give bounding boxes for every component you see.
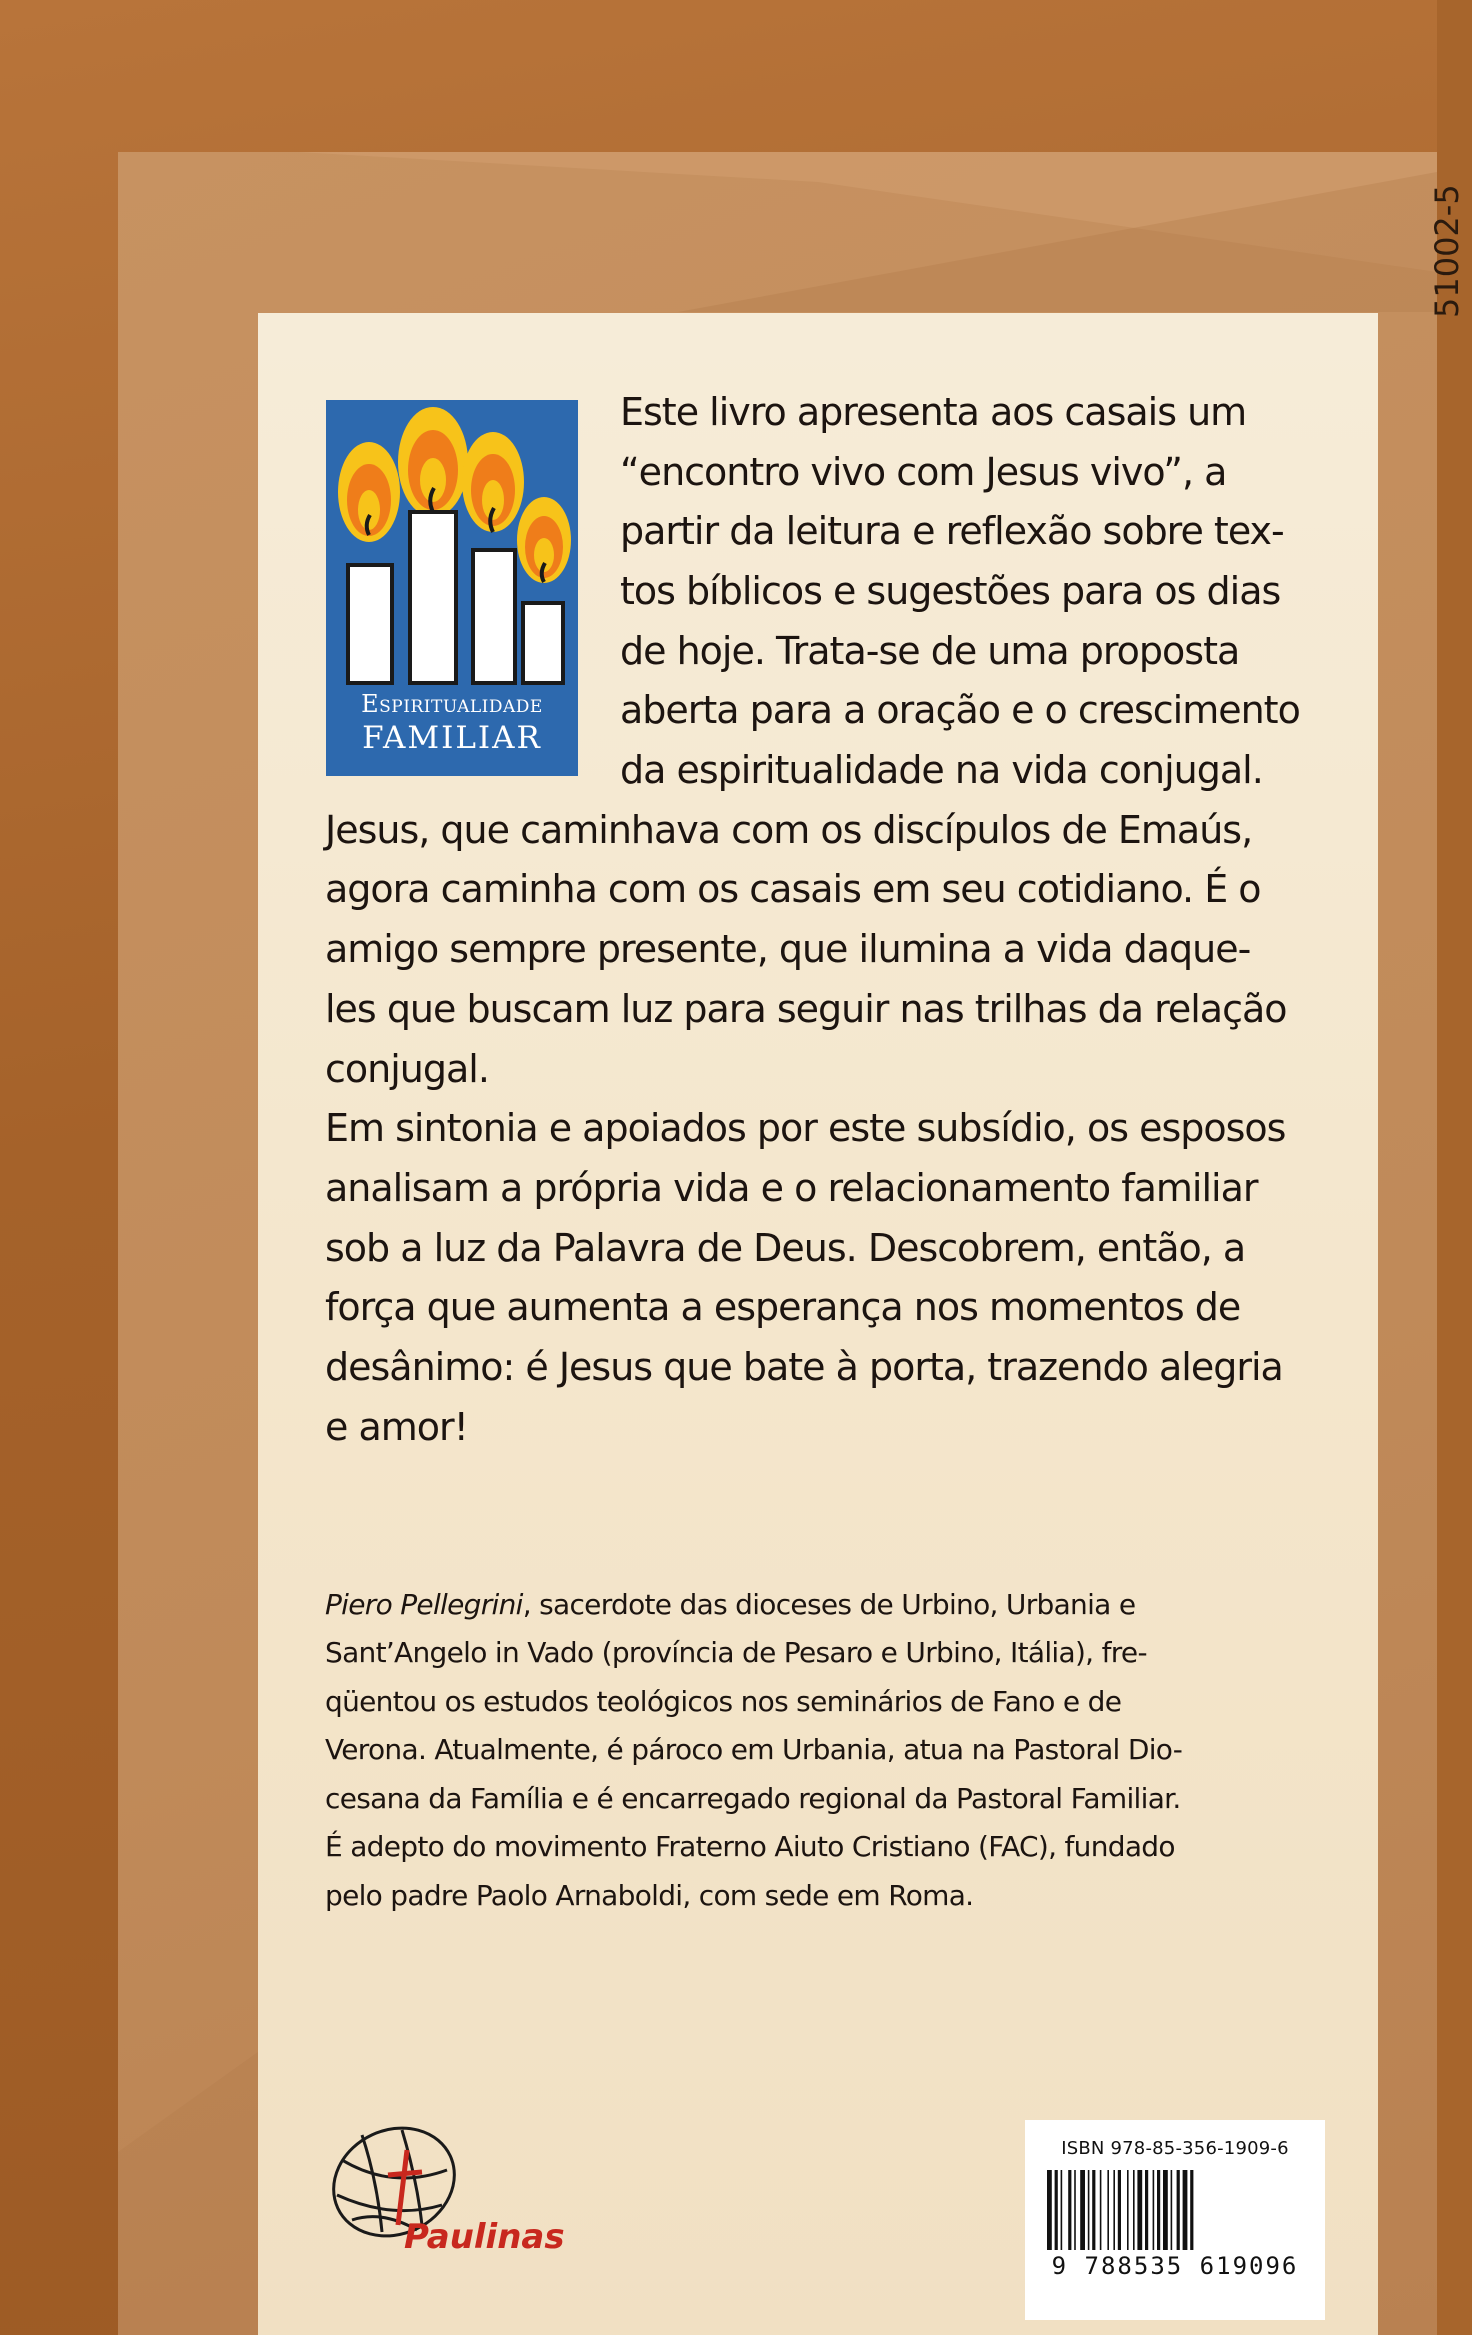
body-text-line: Este livro apresenta aos casais um [620, 390, 1247, 434]
body-text-line: amigo sempre presente, que ilumina a vida daque- [325, 927, 1251, 971]
body-text-line: analisam a própria vida e o relacionamento familiar [325, 1166, 1258, 1210]
body-text-line: agora caminha com os casais em seu cotidiano. É o [325, 867, 1261, 911]
body-text-line: da espiritualidade na vida conjugal. [620, 748, 1263, 792]
body-text-line: conjugal. [325, 1047, 489, 1091]
series-logo-line1: Espiritualidade [361, 690, 543, 718]
author-bio-line: cesana da Família e é encarregado regional da Pastoral Familiar. [325, 1782, 1181, 1815]
author-bio-text: , sacerdote das dioceses de Urbino, Urbania e [522, 1588, 1136, 1621]
body-text-line: de hoje. Trata-se de uma proposta [620, 629, 1240, 673]
body-text-line: partir da leitura e reflexão sobre tex- [620, 509, 1284, 553]
body-text-line: les que buscam luz para seguir nas trilhas da relação [325, 987, 1287, 1031]
author-bio-line: pelo padre Paolo Arnaboldi, com sede em Roma. [325, 1879, 974, 1912]
author-bio-line: qüentou os estudos teológicos nos seminários de Fano e de [325, 1685, 1122, 1718]
body-text-line: “encontro vivo com Jesus vivo”, a [620, 450, 1227, 494]
publisher-logo [322, 2120, 565, 2260]
barcode-icon [1045, 2170, 1305, 2254]
body-text-line: aberta para a oração e o crescimento [620, 688, 1300, 732]
author-bio-line: É adepto do movimento Fraterno Aiuto Cristiano (FAC), fundado [325, 1830, 1175, 1863]
body-text-line: Jesus, que caminhava com os discípulos de Emaús, [325, 808, 1253, 852]
author-bio-line [325, 1587, 1135, 1623]
spine-code [1380, 148, 1466, 328]
author-bio-line: Verona. Atualmente, é pároco em Urbania, atua na Pastoral Dio- [325, 1733, 1183, 1766]
author-bio-line: Sant’Angelo in Vado (província de Pesaro e Urbino, Itália), fre- [325, 1636, 1147, 1669]
isbn-barcode [1025, 2120, 1325, 2320]
body-text-line: desânimo: é Jesus que bate à porta, trazendo alegria [325, 1345, 1283, 1389]
body-text-line: força que aumenta a esperança nos momentos de [325, 1285, 1241, 1329]
body-text-line: Em sintonia e apoiados por este subsídio, os esposos [325, 1106, 1286, 1150]
series-logo-line2: FAMILIAR [362, 720, 542, 756]
barcode-digits: 9 788535 619096 [1051, 2252, 1299, 2280]
body-text-line: sob a luz da Palavra de Deus. Descobrem, então, a [325, 1226, 1246, 1270]
isbn-label: ISBN 978-85-356-1909-6 [1061, 2138, 1289, 2159]
author-name: Piero Pellegrini [325, 1588, 523, 1621]
series-logo [326, 400, 578, 776]
publisher-name: Paulinas [404, 2217, 565, 2257]
body-text-line: tos bíblicos e sugestões para os dias [620, 569, 1281, 613]
spine-code-text: 51002-5 [1428, 184, 1466, 318]
body-text-line: e amor! [325, 1405, 468, 1449]
